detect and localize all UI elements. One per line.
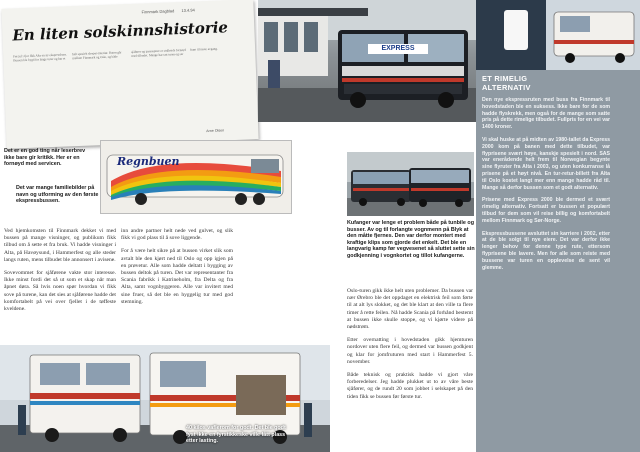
regnbuen-bus-photo (100, 140, 292, 214)
caption-loading: 40 kilos vaflerom for godt. Det ble godt fyst ikke en fyrstikkeske ville fått plass etter lasting. (186, 425, 286, 445)
sidebar-box (476, 0, 640, 452)
clipping-header-source: Finnmark Dagblad (141, 8, 175, 15)
rainbow-bus-illustration (101, 141, 291, 213)
sidebar-paragraph: Prisene med Express 2000 ble dermed et svært rimelig alternativ. Fortsatt er bussen et populært tilbud for dem som vil reise billig og komfortabelt mellom Finnmark og Sør-Norge. (482, 197, 610, 224)
body-paragraph: Sovevommet for sjåførene vakte stor interesse. Ikke minst fordi det så ut som et skap når man åpnet døra. Så hvis noen spør hvordan vi fikk sove på turene, kan det sies at sjåførene hadde det komfortabelt på vei over fjellet i de tøffeste kveldene. (4, 270, 116, 313)
express-bus-terminal-photo (258, 0, 476, 122)
sidebar-text (482, 97, 610, 449)
body-paragraph: inn andre partner helt nede ved gulvet, og slik fikk vi god plass til å sove liggende. (121, 228, 233, 242)
body-column-3 (347, 288, 473, 448)
bus-banner-text: Regnbuen (117, 155, 180, 168)
newspaper-clipping (1, 0, 258, 149)
clipping-credit: Arne Olsen (206, 128, 225, 134)
sidebar-paragraph: Den nye ekspressruten med buss fra Finnmark til hovedstaden ble en suksess. Ikke bare for de som hadde flyskrekk, men også for de mange som satte pris på dette rimelige tilbudet. Fullpris for en vei var 1400 kroner. (482, 97, 610, 131)
two-buses-illustration (347, 152, 474, 216)
body-paragraph: Etter overnatting i hovedstaden gikk hjemturen nordover uten flere feil, og dermed var bussen godkjent og klar for jomfruturen med start i Hammerfest 5. november. (347, 337, 473, 365)
body-column-1 (4, 228, 116, 338)
body-paragraph: Oslo-turen gikk ikke helt uten problemer. Da bussen var nær Ørebro ble det oppdaget en elektrisk feil som førte til at alt lys slokket, og det ble klart at den ville ta flere timer å rette feilen. Nå hadde Scania på forhånd bestemt at bussen ikke skulle stoppe, og vi kjørte videre på nødstrøm. (347, 288, 473, 331)
sidebar-photo (476, 0, 640, 70)
bus-destination-sign: EXPRESS (381, 45, 415, 52)
clipping-body: Før jul i fjor fikk Alta en ny ekspressbuss. Bussen ble bygd for lange turer og har et helt spesielt sleeper-interiør. Ruten går mellom Finnmark og Oslo, og både sjåfører og passasjerer er strålende fornøyd med tilbudet. Mange har tatt turen og ser fram til neste avgang. (13, 46, 218, 63)
clipping-title: En liten solskinnshistorie (12, 18, 229, 45)
body-paragraph: For å være helt sikre på at bussen virket slik som avtalt ble den kjørt ned til Oslo og opp igjen på en prøvetur. Alle som hadde deltatt i bygging av bussen deltok på turen. Det var representanter fra Scania fabrikk i Katrineholm, fra Delta og fra Alta, samt vognbyggeren. Alle var invitert med sine fruer, så det ble en hyggelig tur med god stemning. (121, 248, 233, 305)
sidebar-paragraph: Ekspressbussene avsluttet sin karriere i 2002, etter at de ble solgt til nye eiere. Det var derfor ikke lenger behov for denne type rute, ettersom flyprisene ble lavere. Men for alle som reiste med bussene var turen en opplevelse de sent vil glemme. (482, 230, 610, 271)
sidebar-bus-illustration (476, 0, 640, 70)
caption-bumper: Kufanger var lenge et problem både på tunbile og busser. Av og til forlangte vognmenn på Blyk at den måtte fjernes. Den var derfor montert med kraftige klips som gjorde det enkelt. Det ble en langvarig kamp før vegvesenet så sluttet sette sin godkjenning i vognkortet og tillot kufangerne. (347, 220, 475, 259)
body-paragraph: Både teknisk og praktisk hadde vi gjort våre forberedelser. Jeg hadde plukket ut to av våre beste sjåfører, og de rundt 20 som jobbet i selskapet på den tiden fikk se bussen før første tur. (347, 372, 473, 400)
body-column-2 (121, 228, 233, 338)
bus-terminal-illustration (258, 0, 476, 122)
bus-loading-photo (0, 345, 330, 452)
sidebar-title: ET RIMELIG ALTERNATIV (482, 74, 531, 93)
caption-reader-letter: Det er en god ting når leserbrev ikke bare gir kritikk. Her er en fornøyd med servicen. (4, 148, 86, 168)
body-paragraph: Ved hjemkomsten til Finnmark dekket vi med bussen på mange visninger, og publikum fikk tilbud om å sette et fra bruk. Vi hadde visninger i Alta, på Havøysund, i Hammerfest og alle steder langs ruten, mens tilbudet ble annonsert i avisene. (4, 228, 116, 263)
clipping-header-date: 13.4.94 (181, 7, 195, 13)
caption-naming: Det var mange familiebilder på navn og utforming av den første ekspressbussen. (16, 185, 99, 205)
sidebar-paragraph: Vi skal huske at på midten av 1980-tallet da Express 2000 kom på banen med dette tilbudet, var flyprisene svært høye, kanskje spesielt i nord. SAS var enerådende helt frem til Norwegian begynte sine flyruter fra Alta i 2003, og uten konkurranse lå prisene på et høyt nivå. En tur-retur-billett fra Alta til Oslo kostet langt mer enn mange hadde råd til. Mange så derfor bussen som et godt alternativ. (482, 136, 610, 191)
two-buses-photo (347, 152, 474, 216)
